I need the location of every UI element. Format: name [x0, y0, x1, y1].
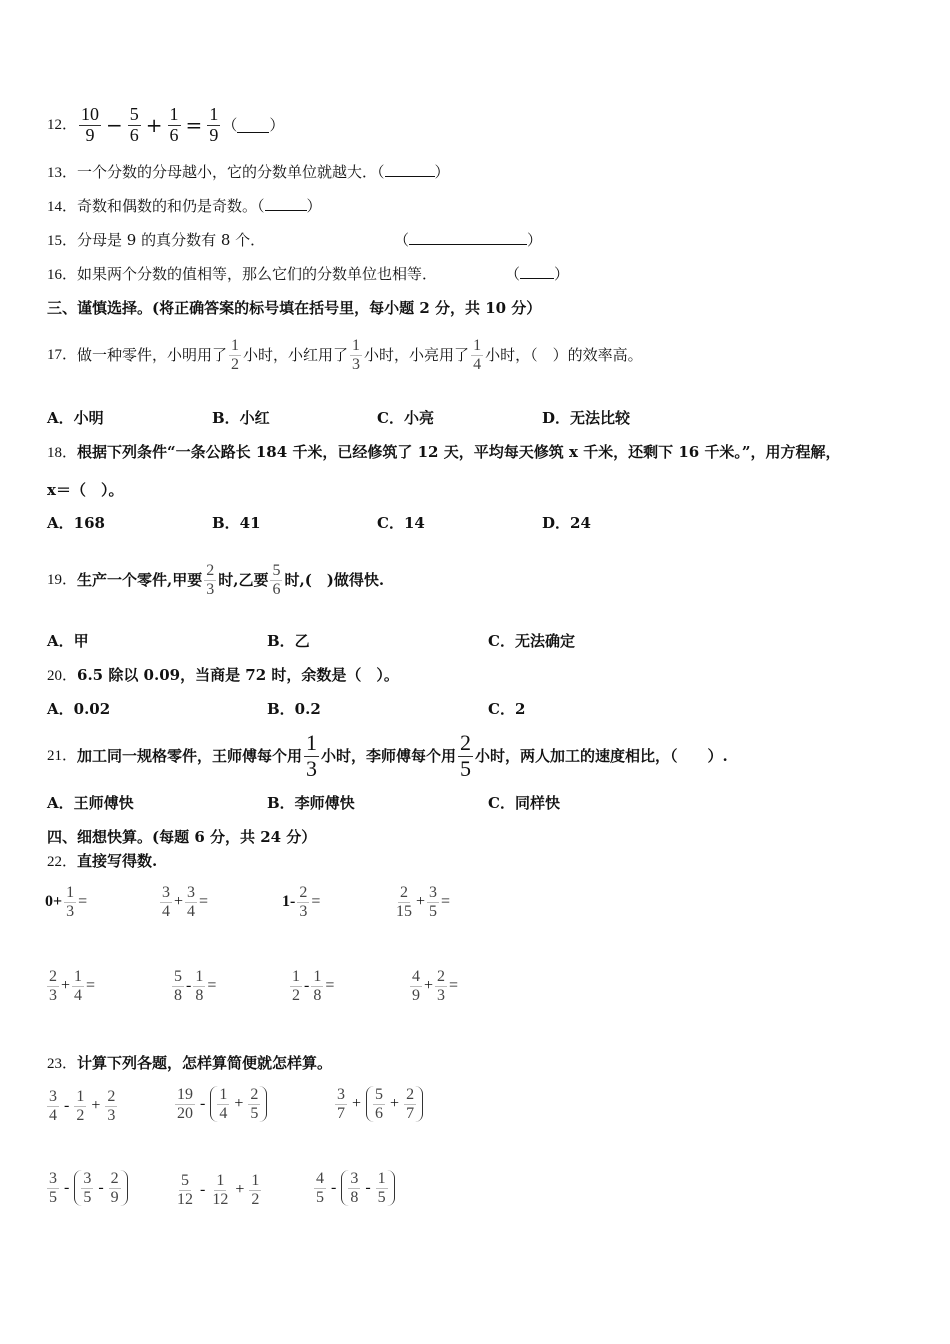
fraction: $\frac{1}{4}$	[473, 336, 482, 373]
question-16: 16．如果两个分数的值相等，那么它们的分数单位也相等．	[47, 265, 438, 283]
expression: $\frac{3}{5}$ - $\frac{3}{5}$ - $\frac{2}{9}$	[45, 1170, 130, 1206]
expression: $\frac{2}{15}$ + $\frac{3}{5}$ =	[396, 884, 451, 920]
expression: $\frac{4}{9}$ + $\frac{2}{3}$ =	[412, 968, 459, 1004]
question-19: 19． 生产一个零件,甲要 $\frac{2}{3}$ 时,乙要 $\frac{5}{6}$ 时,( )做得快.	[47, 561, 385, 598]
expression: $\frac{5}{12}$ - $\frac{1}{12}$ + $\frac{1}{2}$	[177, 1172, 260, 1208]
option-a[interactable]: A．168	[47, 514, 105, 532]
expression: $\frac{5}{8}$ - $\frac{1}{8}$ =	[174, 968, 217, 1004]
question-23: 23．计算下列各题，怎样算简便就怎样算。	[47, 1054, 333, 1072]
fraction: $\frac{1}{9}$	[209, 104, 219, 145]
question-14: 14．奇数和偶数的和仍是奇数。（ ）	[47, 197, 322, 215]
question-21: 21． 加工同一规格零件，王师傅每个用 $\frac{1}{3}$ 小时，李师傅每个用 $\frac{2}{5}$ 小时，两人加工的速度相比，（ ）.	[47, 730, 728, 781]
expression: $\frac{1}{2}$ - $\frac{1}{8}$ =	[292, 968, 335, 1004]
question-20: 20．6.5 除以 0.09，当商是 72 时，余数是（ ）。	[47, 666, 399, 684]
option-d[interactable]: D．24	[542, 514, 591, 532]
fraction: $\frac{5}{6}$	[272, 561, 281, 598]
question-13: 13．一个分数的分母越小，它的分数单位就越大．（ ）	[47, 163, 450, 181]
option-b[interactable]: B．小红	[212, 409, 270, 427]
question-12: 12． $\frac{10}{9}$ − $\frac{5}{6}$ + $\frac{1}{6}$ = $\frac{1}{9}$ （ ）	[47, 104, 285, 145]
expression: $\frac{2}{3}$ + $\frac{1}{4}$ =	[49, 968, 96, 1004]
expression: $\frac{3}{7}$ + $\frac{5}{6}$ + $\frac{2}{7}$	[333, 1086, 425, 1122]
option-c[interactable]: C．同样快	[488, 794, 560, 812]
question-18-line2: x＝（ ）。	[47, 481, 124, 499]
option-a[interactable]: A．小明	[47, 409, 104, 427]
option-b[interactable]: B．李师傅快	[267, 794, 355, 812]
option-b[interactable]: B．41	[212, 514, 261, 532]
question-number: 12．	[47, 117, 78, 134]
fraction: $\frac{1}{2}$	[231, 336, 240, 373]
option-a[interactable]: A．王师傅快	[47, 794, 134, 812]
section-heading: 四、细想快算。(每题 6 分，共 24 分）	[47, 828, 317, 846]
expression: 1- $\frac{2}{3}$ =	[282, 884, 321, 920]
section-heading: 三、谨慎选择。(将正确答案的标号填在括号里，每小题 2 分，共 10 分）	[47, 299, 542, 317]
answer-blank[interactable]	[237, 118, 269, 133]
fraction: $\frac{2}{5}$	[460, 730, 472, 781]
fraction: $\frac{5}{6}$	[129, 104, 139, 145]
option-a[interactable]: A．甲	[47, 632, 89, 650]
fraction: $\frac{2}{3}$	[206, 561, 215, 598]
option-c[interactable]: C．14	[377, 514, 425, 532]
option-b[interactable]: B．0.2	[267, 700, 321, 718]
option-d[interactable]: D．无法比较	[542, 409, 631, 427]
answer-blank[interactable]	[265, 196, 307, 211]
question-22: 22．直接写得数.	[47, 852, 158, 870]
fraction: $\frac{1}{6}$	[169, 104, 179, 145]
expression: 0+ $\frac{1}{3}$ =	[45, 884, 88, 920]
question-17: 17． 做一种零件，小明用了 $\frac{1}{2}$ 小时，小红用了 $\frac{1}{3}$ 小时，小亮用了 $\frac{1}{4}$ 小时，（ ）的效率高。	[47, 336, 643, 373]
option-c[interactable]: C．小亮	[377, 409, 434, 427]
option-c[interactable]: C．2	[488, 700, 526, 718]
fraction: $\frac{1}{3}$	[306, 730, 318, 781]
expression: $\frac{4}{5}$ - $\frac{3}{8}$ - $\frac{1}{5}$	[312, 1170, 397, 1206]
question-15-answer: （ ）	[394, 231, 543, 249]
answer-blank[interactable]	[409, 230, 527, 245]
option-c[interactable]: C．无法确定	[488, 632, 575, 650]
option-b[interactable]: B．乙	[267, 632, 310, 650]
question-18: 18．根据下列条件“一条公路长 184 千米，已经修筑了 12 天，平均每天修筑 x 千米，还剩下 16 千米。”，用方程解，	[47, 443, 841, 461]
fraction: $\frac{1}{3}$	[352, 336, 361, 373]
fraction: $\frac{10}{9}$	[81, 104, 100, 145]
question-16-answer: （ ）	[505, 265, 570, 283]
expression: $\frac{19}{20}$ - $\frac{1}{4}$ + $\frac{2}{5}$	[173, 1086, 269, 1122]
answer-blank[interactable]	[520, 264, 554, 279]
expression: $\frac{3}{4}$ - $\frac{1}{2}$ + $\frac{2}{3}$	[49, 1088, 116, 1124]
answer-blank[interactable]	[385, 162, 435, 177]
expression: $\frac{3}{4}$ + $\frac{3}{4}$ =	[162, 884, 209, 920]
option-a[interactable]: A．0.02	[47, 700, 111, 718]
question-15: 15．分母是 9 的真分数有 8 个．	[47, 231, 266, 249]
